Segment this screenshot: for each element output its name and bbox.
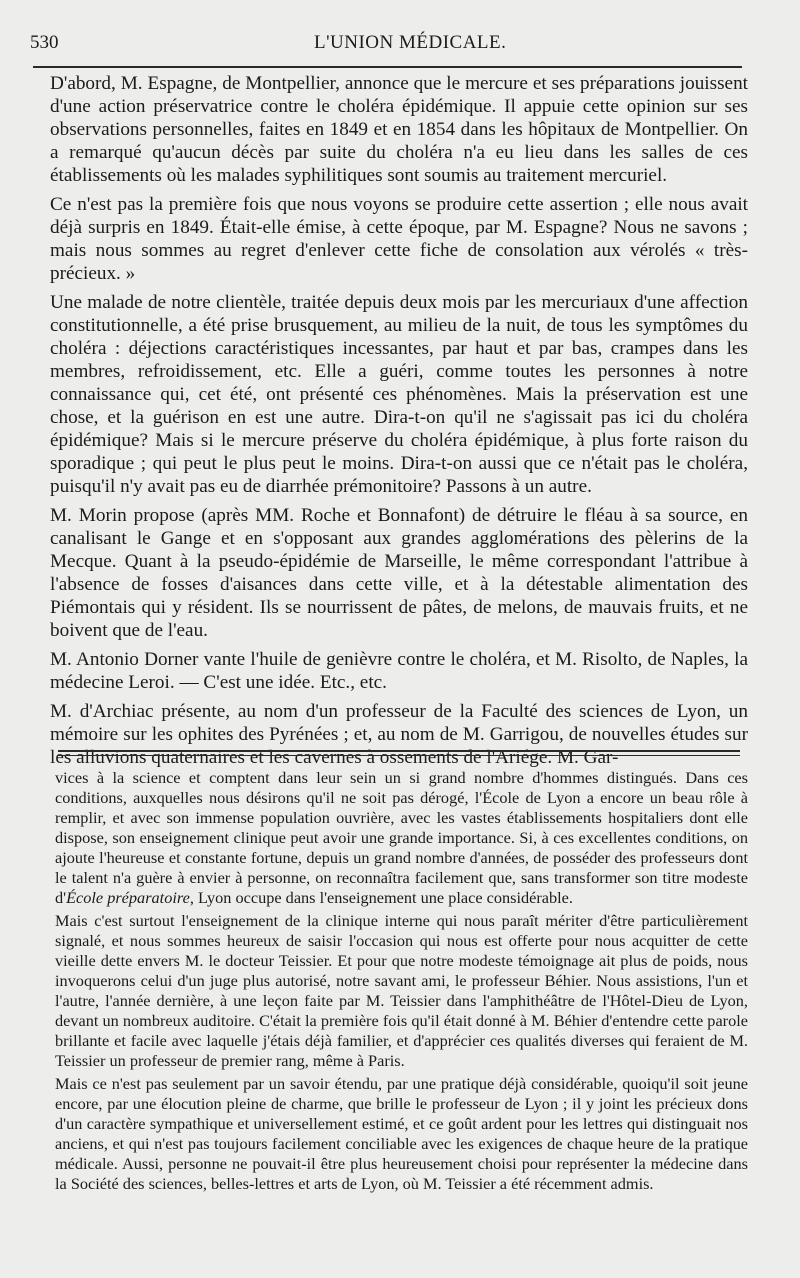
paragraph: D'abord, M. Espagne, de Montpellier, annonce que le mercure et ses préparations jouissent d'une action préservatrice contre le choléra épidémique. Il appuie cette opinion sur ses observations personnelles, faites en 1849 et en 1854 dans les hôpitaux de Montpellier. On a remarqué qu'aucun décès par suite du choléra n'a eu lieu dans les salles de ces établissements où les malades syphilitiques sont soumis au traitement mercuriel.: [50, 73, 748, 186]
header-rule: [33, 66, 742, 68]
paragraph: [55, 768, 748, 908]
text-run: vices à la science et comptent dans leur sein un si grand nombre d'hommes distingués. Dans ces conditions, auxquelles nous désirons qu'il ne soit pas dérogé, l'École de Lyon a encore un beau rôle à remplir, et avec son immense population ouvrière, avec les vastes établissements hospitaliers dont elle dispose, son enseignement clinique peut avoir une grande importance. Si, à ces excellentes conditions, on ajoute l'heureuse et constante fortune, depuis un grand nombre d'années, de posséder des professeurs dont le talent n'a guère à envier à personne, on reconnaîtra facilement que, sans transformer son titre modeste d': [55, 768, 748, 907]
text-run: , Lyon occupe dans l'enseignement une place considérable.: [189, 888, 573, 907]
paragraph: M. Morin propose (après MM. Roche et Bonnafont) de détruire le fléau à sa source, en canalisant le Gange et en s'opposant aux grandes agglomérations des pèlerins de la Mecque. Quant à la pseudo-épidémie de Marseille, le même correspondant l'attribue à l'absence de fosses d'aisances dans cette ville, et à la détestable alimentation des Piémontais qui y résident. Ils se nourrissent de pâtes, de melons, de mauvais fruits, et ne boivent que de l'eau.: [50, 505, 748, 641]
paragraph: Ce n'est pas la première fois que nous voyons se produire cette assertion ; elle nous avait déjà surpris en 1849. Était-elle émise, à cette époque, par M. Espagne? Nous ne savons ; mais nous sommes au regret d'enlever cette fiche de consolation aux vérolés « très-précieux. »: [50, 194, 748, 284]
paragraph: Mais c'est surtout l'enseignement de la clinique interne qui nous paraît mériter d'être particulièrement signalé, et nous sommes heureux de saisir l'occasion qui nous est offerte pour nous acquitter de cette vieille dette envers M. le docteur Teissier. Et pour que notre modeste témoignage ait plus de poids, nous invoquerons celui d'un juge plus autorisé, notre savant ami, le professeur Béhier. Nous assistions, l'un et l'autre, l'année dernière, à une leçon faite par M. Teissier dans l'amphithéâtre de l'Hôtel-Dieu de Lyon, devant un nombreux auditoire. C'était la première fois qu'il était donné à M. Béhier d'entendre cette parole brillante et facile avec laquelle j'étais déjà familier, et d'apprécier ces qualités diverses qui feraient de M. Teissier un professeur de premier rang, même à Paris.: [55, 911, 748, 1070]
page-number: 530: [30, 32, 59, 53]
page-header: [30, 30, 742, 64]
paragraph: M. Antonio Dorner vante l'huile de genièvre contre le choléra, et M. Risolto, de Naples, la médecine Leroi. — C'est une idée. Etc., etc.: [50, 649, 748, 693]
feuilleton-divider: [58, 750, 740, 756]
paragraph: Mais ce n'est pas seulement par un savoir étendu, par une pratique déjà considérable, quoiqu'il soit jeune encore, par une élocution pleine de charme, que brille le professeur de Lyon ; il y joint les précieux dons d'un caractère sympathique et universellement estimé, et ce goût ardent pour les lettres qui distinguait nos anciens, et qui n'est pas toujours facilement conciliable avec les exigences de chaque heure de la pratique médicale. Aussi, personne ne pouvait-il être plus heureusement choisi pour représenter la médecine dans la Société des sciences, belles-lettres et arts de Lyon, où M. Teissier a été récemment admis.: [55, 1074, 748, 1193]
italic-run: École préparatoire: [66, 888, 190, 907]
paragraph: Une malade de notre clientèle, traitée depuis deux mois par les mercuriaux d'une affection constitutionnelle, a été prise brusquement, au milieu de la nuit, de tous les symptômes du choléra : déjections caractéristiques incessantes, par haut et par bas, crampes dans les membres, refroidissement, etc. Elle a guéri, comme toutes les personnes à notre connaissance qui, cet été, ont présenté ces phénomènes. Mais la préservation est une chose, et la guérison en est une autre. Dira-t-on qu'il ne s'agissait pas ici du choléra épidémique? Mais si le mercure préserve du choléra épidémique, à plus forte raison du sporadique ; qui peut le plus peut le moins. Dira-t-on aussi que ce n'était pas le choléra, puisqu'il n'y avait pas eu de diarrhée prémonitoire? Passons à un autre.: [50, 292, 748, 497]
feuilleton-section: [55, 768, 748, 1197]
paragraph: M. d'Archiac présente, au nom d'un professeur de la Faculté des sciences de Lyon, un mémoire sur les ophites des Pyrénées ; et, au nom de M. Garrigou, de nouvelles études sur les alluvions quaternaires et les cavernes à ossements de l'Ariége. M. Gar-: [50, 701, 748, 768]
main-article: [50, 72, 748, 775]
running-title: L'UNION MÉDICALE.: [314, 32, 507, 53]
